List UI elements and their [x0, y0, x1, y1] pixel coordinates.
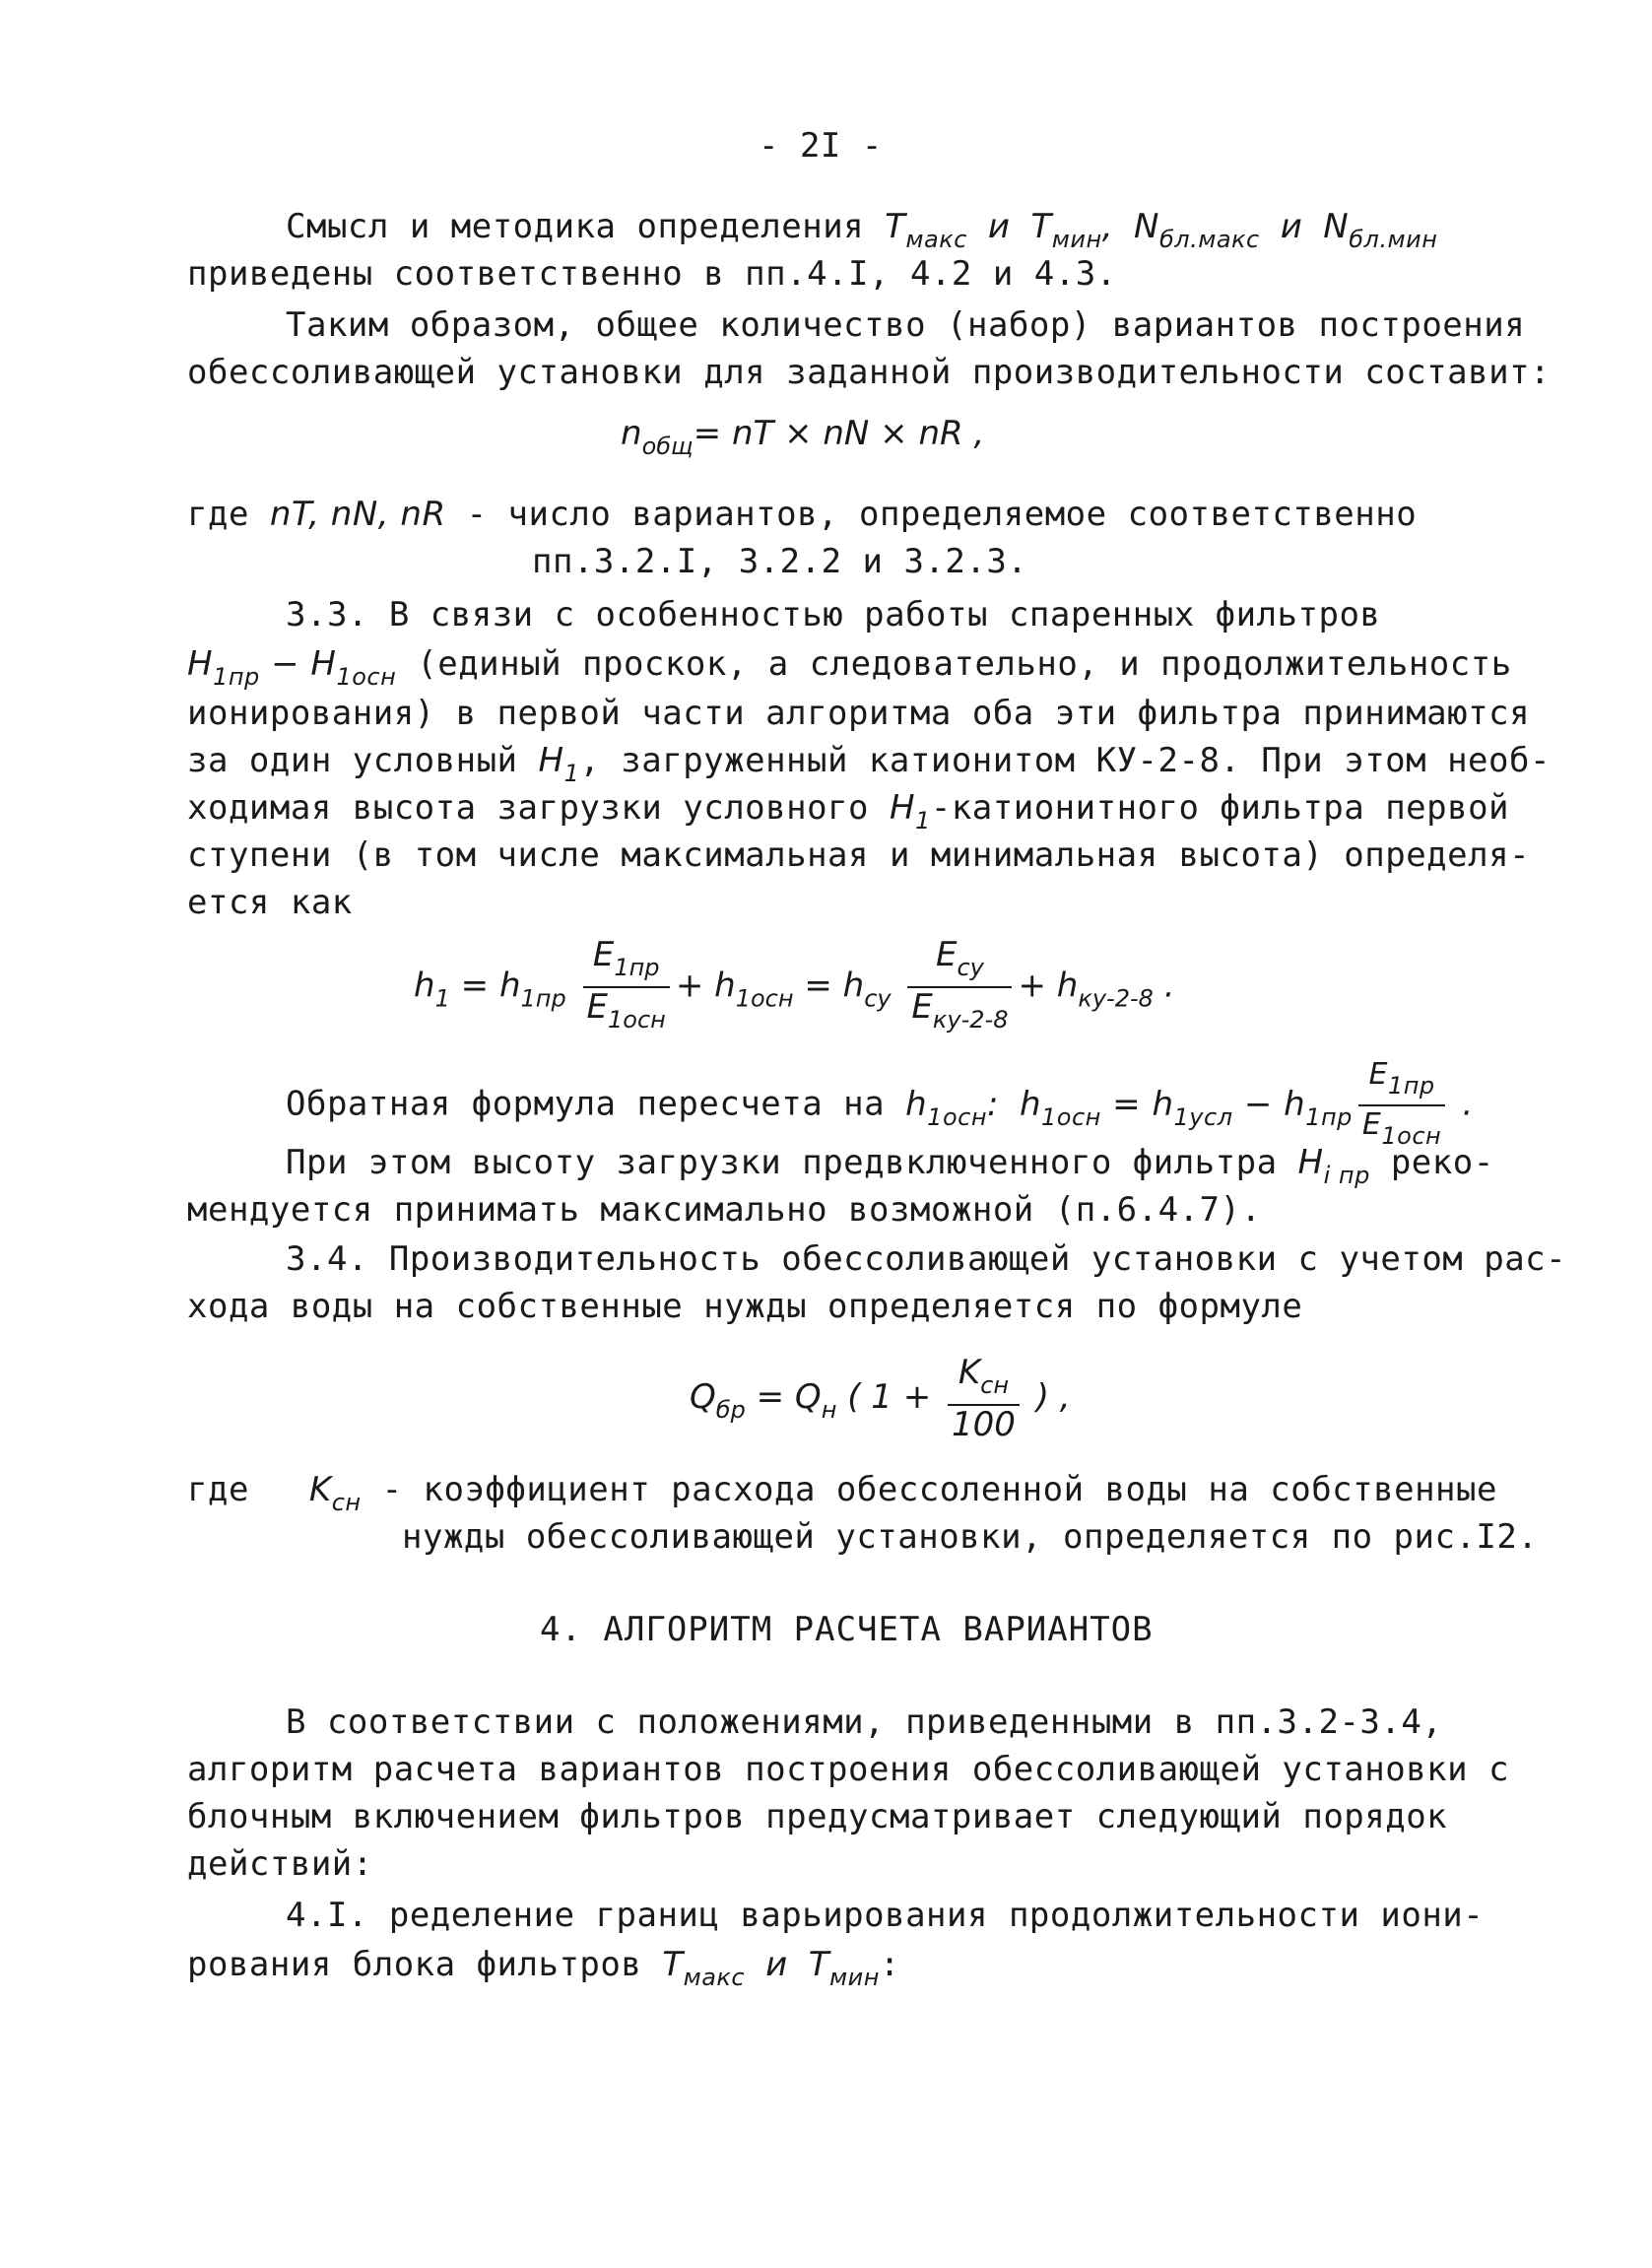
para33-line1: 3.3. В связи с особенностью работы спаренных фильтров: [286, 595, 1381, 634]
para-pri-line1: При этом высоту загрузки предвключенного фильтра $H_{i пр}$ реко-: [286, 1143, 1494, 1189]
fraction-esu-eku: $\frac{E_{су}}{E_{ку-2-8}}$: [907, 936, 1012, 1038]
para2-line2: обессоливающей установки для заданной производительности составит:: [187, 353, 1552, 392]
where1-line1: [187, 495, 1417, 534]
where2-line1: где $K_{сн}$ - коэффициент расхода обессоленной воды на собственные: [187, 1470, 1497, 1516]
para41-line1: 4.I. ределение границ варьирования продолжительности иони-: [286, 1896, 1485, 1935]
symbol-t-max: $T_{макс}$: [885, 207, 967, 253]
formula-h1: $h_1 = h_{1пр}$ $\frac{E_{1пр}}{E_{1осн}}$ + $h_{1осн} = h_{су}$ $\frac{E_{су}}{E_{ку-2-8}}$ + $h_{ку-2-8}$ .: [414, 936, 1175, 1038]
formula-total-variants: $n_{общ}=$ nT × nN × nR ,: [621, 414, 985, 460]
para2-line1: Таким образом, общее количество (набор) вариантов построения: [286, 305, 1526, 345]
symbol-n-bl-max: $N_{бл.макс}$: [1134, 207, 1260, 253]
para33-line7: ется как: [187, 883, 353, 922]
symbol-n-bl-min: $N_{бл.мин}$: [1323, 207, 1438, 253]
para34-line2: хода воды на собственные нужды определяется по формуле: [187, 1287, 1303, 1326]
para41-line2: рования блока фильтров $T_{макс}$ и $T_{мин}$:: [187, 1945, 900, 1991]
symbol-t-min: $T_{мин}$: [1030, 207, 1102, 253]
para-pri-line2: мендуется принимать максимально возможной (п.6.4.7).: [187, 1190, 1262, 1230]
formula-qbr: $Q_{бр} = Q_н$ ( 1 + $\frac{K_{сн}}{100}$ ) ,: [690, 1353, 1071, 1444]
para34-line1: 3.4. Производительность обессоливающей установки с учетом рас-: [286, 1239, 1567, 1279]
para33-line5: ходимая высота загрузки условного $H_1$-катионитного фильтра первой: [187, 788, 1510, 834]
where-vars: nT, nN, nR: [269, 495, 446, 534]
para1-line1: [286, 207, 1437, 259]
page-number: - 2I -: [759, 126, 883, 166]
para33-line6: ступени (в том числе максимальная и минимальная высота) определя-: [187, 835, 1531, 875]
para4-line4: действий:: [187, 1844, 373, 1884]
section-heading: 4. АЛГОРИТМ РАСЧЕТА ВАРИАНТОВ: [540, 1610, 1154, 1649]
where-desc: - число вариантов, определяемое соответственно: [466, 495, 1418, 534]
fraction-inverse: $\frac{E_{1пр}}{E_{1осн}}$: [1358, 1056, 1445, 1155]
and-word: и: [987, 207, 1011, 246]
fraction-ksn-100: $\frac{K_{сн}}{100}$: [948, 1354, 1020, 1443]
para4-line2: алгоритм расчета вариантов построения обессоливающей установки с: [187, 1750, 1510, 1789]
para1-text: Смысл и методика определения: [286, 207, 865, 246]
para1-line2: приведены соответственно в пп.4.I, 4.2 и 4.3.: [187, 254, 1117, 294]
para4-line1: В соответствии с положениями, приведенными в пп.3.2-3.4,: [286, 1702, 1443, 1742]
para4-line3: блочным включением фильтров предусматривает следующий порядок: [187, 1797, 1448, 1836]
para33-line4: за один условный $H_1$, загруженный катионитом КУ-2-8. При этом необ-: [187, 741, 1551, 787]
fraction-e1pr-e1osn: $\frac{E_{1пр}}{E_{1осн}}$: [583, 936, 670, 1038]
inverse-formula-line: Обратная формула пересчета на $h_{1осн}$: $h_{1осн} = h_{1усл} - h_{1пр}$ $\frac{E_{1пр}}{E_{1осн}}$ .: [286, 1056, 1474, 1155]
where-label: где: [187, 495, 249, 534]
and-word: и: [1280, 207, 1303, 246]
para33-line2: $H_{1пр} - H_{1осн}$ (единый проскок, а следовательно, и продолжительность: [187, 644, 1512, 691]
para33-line3: ионирования) в первой части алгоритма оба эти фильтра принимаются: [187, 694, 1531, 733]
where2-line2: нужды обессоливающей установки, определяется по рис.I2.: [402, 1517, 1539, 1557]
comma: ,: [1101, 207, 1114, 246]
where1-line2: пп.3.2.I, 3.2.2 и 3.2.3.: [532, 542, 1028, 581]
